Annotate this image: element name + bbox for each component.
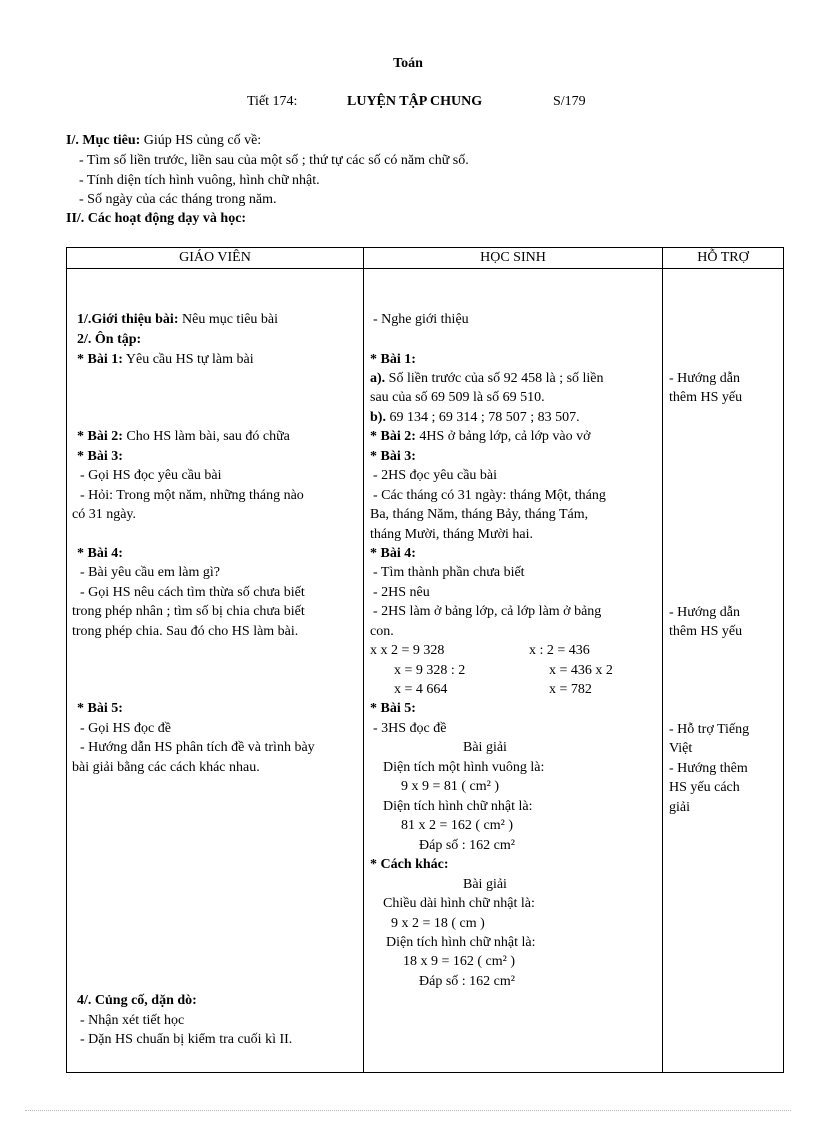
- teacher-bai5-line: - Gọi HS đọc đề: [80, 721, 171, 736]
- calc-right: x = 782: [549, 682, 592, 697]
- solution-line: 18 x 9 = 162 ( cm² ): [403, 954, 516, 969]
- solution-answer: Đáp số : 162 cm²: [419, 838, 515, 853]
- student-bai4-line: - Tìm thành phần chưa biết: [373, 565, 525, 580]
- teacher-bai4-line: - Gọi HS nêu cách tìm thừa số chưa biết: [80, 585, 305, 600]
- lesson-plan-table: [66, 247, 784, 1073]
- student-bai4-line: - 2HS nêu: [373, 585, 430, 600]
- teacher-column: [67, 269, 363, 1072]
- objective-item: - Số ngày của các tháng trong năm.: [79, 192, 277, 207]
- student-bai3-line: - 2HS đọc yêu cầu bài: [373, 468, 498, 483]
- student-bai5-label: * Bài 5:: [370, 701, 416, 716]
- support-line: - Hướng dẫn: [669, 371, 740, 386]
- teacher-bai2: * Bài 2: Cho HS làm bài, sau đó chữa: [77, 429, 290, 444]
- calc-left: x = 4 664: [394, 682, 448, 697]
- teacher-bai4-line: trong phép nhân ; tìm số bị chia chưa biết: [72, 604, 305, 619]
- student-bai3-line: tháng Mười, tháng Mười hai.: [370, 527, 533, 542]
- lesson-title: LUYỆN TẬP CHUNG: [347, 94, 483, 109]
- student-bai4-label: * Bài 4:: [370, 546, 416, 561]
- header-student: HỌC SINH: [364, 248, 663, 269]
- teacher-bai3-line: có 31 ngày.: [72, 507, 137, 522]
- support-line: - Hướng thêm: [669, 761, 748, 776]
- objectives-line: [66, 131, 261, 150]
- support-line: - Hướng dẫn: [669, 605, 740, 620]
- student-intro: - Nghe giới thiệu: [373, 312, 469, 327]
- teacher-bai4-line: - Bài yêu cầu em làm gì?: [80, 565, 220, 580]
- header-support: HỖ TRỢ: [663, 248, 784, 269]
- teacher-bai1: * Bài 1: Yêu cầu HS tự làm bài: [77, 352, 254, 367]
- solution-title: Bài giải: [463, 740, 507, 755]
- header-teacher: GIÁO VIÊN: [67, 248, 364, 269]
- objective-item: - Tính diện tích hình vuông, hình chữ nhật.: [79, 173, 320, 188]
- teacher-end-label: 4/. Củng cố, dặn dò:: [77, 993, 197, 1008]
- student-bai4-line: con.: [370, 624, 394, 639]
- teacher-bai4-label: * Bài 4:: [77, 546, 123, 561]
- calc-left: x = 9 328 : 2: [394, 663, 466, 678]
- support-column: [663, 269, 783, 1072]
- solution-line: 81 x 2 = 162 ( cm² ): [401, 818, 514, 833]
- page-bottom-divider: [25, 1110, 791, 1111]
- teacher-bai5-label: * Bài 5:: [77, 701, 123, 716]
- student-bai2: * Bài 2: 4HS ở bảng lớp, cả lớp vào vở: [370, 429, 591, 444]
- teacher-bai3-line: - Gọi HS đọc yêu cầu bài: [80, 468, 222, 483]
- solution-line: Diện tích hình chữ nhật là:: [386, 935, 536, 950]
- student-bai3-line: - Các tháng có 31 ngày: tháng Một, tháng: [373, 488, 606, 503]
- teacher-bai5-line: bài giải bằng các cách khác nhau.: [72, 760, 260, 775]
- support-line: giải: [669, 800, 690, 815]
- student-column: [364, 269, 662, 1072]
- calc-left: x x 2 = 9 328: [370, 643, 445, 658]
- solution-line: 9 x 9 = 81 ( cm² ): [401, 779, 500, 794]
- teacher-review-label: 2/. Ôn tập:: [77, 332, 142, 347]
- support-line: Việt: [669, 741, 693, 756]
- teacher-bai3-label: * Bài 3:: [77, 449, 123, 464]
- student-bai1b: b). 69 134 ; 69 314 ; 78 507 ; 83 507.: [370, 410, 580, 425]
- solution-title: Bài giải: [463, 877, 507, 892]
- student-bai5-line: - 3HS đọc đề: [373, 721, 447, 736]
- support-line: HS yếu cách: [669, 780, 740, 795]
- student-bai4-line: - 2HS làm ở bảng lớp, cả lớp làm ở bảng: [373, 604, 602, 619]
- solution-line: Diện tích một hình vuông là:: [383, 760, 545, 775]
- solution-line: Diện tích hình chữ nhật là:: [383, 799, 533, 814]
- teacher-bai3-line: - Hỏi: Trong một năm, những tháng nào: [80, 488, 304, 503]
- teacher-bai4-line: trong phép chia. Sau đó cho HS làm bài.: [72, 624, 299, 639]
- support-line: thêm HS yếu: [669, 390, 743, 405]
- teacher-end-line: - Nhận xét tiết học: [80, 1013, 185, 1028]
- solution-line: 9 x 2 = 18 ( cm ): [391, 916, 485, 931]
- teacher-intro: 1/.Giới thiệu bài: Nêu mục tiêu bài: [77, 312, 279, 327]
- teacher-end-line: - Dặn HS chuẩn bị kiểm tra cuối kì II.: [80, 1032, 293, 1047]
- objectives-intro: Giúp HS củng cố về:: [140, 133, 262, 148]
- teacher-bai5-line: - Hướng dẫn HS phân tích đề và trình bày: [80, 740, 315, 755]
- lesson-number: Tiết 174:: [247, 94, 298, 109]
- student-bai1a-line2: sau của số 69 509 là số 69 510.: [370, 390, 545, 405]
- student-bai3-label: * Bài 3:: [370, 449, 416, 464]
- objective-item: - Tìm số liền trước, liền sau của một số ; thứ tự các số có năm chữ số.: [79, 153, 469, 168]
- support-line: thêm HS yếu: [669, 624, 743, 639]
- student-bai1-label: * Bài 1:: [370, 352, 416, 367]
- support-line: - Hỗ trợ Tiếng: [669, 722, 750, 737]
- subject-title: Toán: [393, 56, 423, 71]
- alt-method-label: * Cách khác:: [370, 857, 449, 872]
- calc-right: x : 2 = 436: [529, 643, 590, 658]
- student-bai1a: a). Số liền trước của số 92 458 là ; số liền: [370, 371, 604, 386]
- activities-heading: II/. Các hoạt động dạy và học:: [66, 211, 247, 226]
- objectives-heading: I/. Mục tiêu:: [66, 133, 141, 148]
- solution-answer: Đáp số : 162 cm²: [419, 974, 515, 989]
- calc-right: x = 436 x 2: [549, 663, 613, 678]
- student-bai3-line: Ba, tháng Năm, tháng Bảy, tháng Tám,: [370, 507, 589, 522]
- lesson-page-ref: S/179: [553, 94, 586, 109]
- solution-line: Chiều dài hình chữ nhật là:: [383, 896, 535, 911]
